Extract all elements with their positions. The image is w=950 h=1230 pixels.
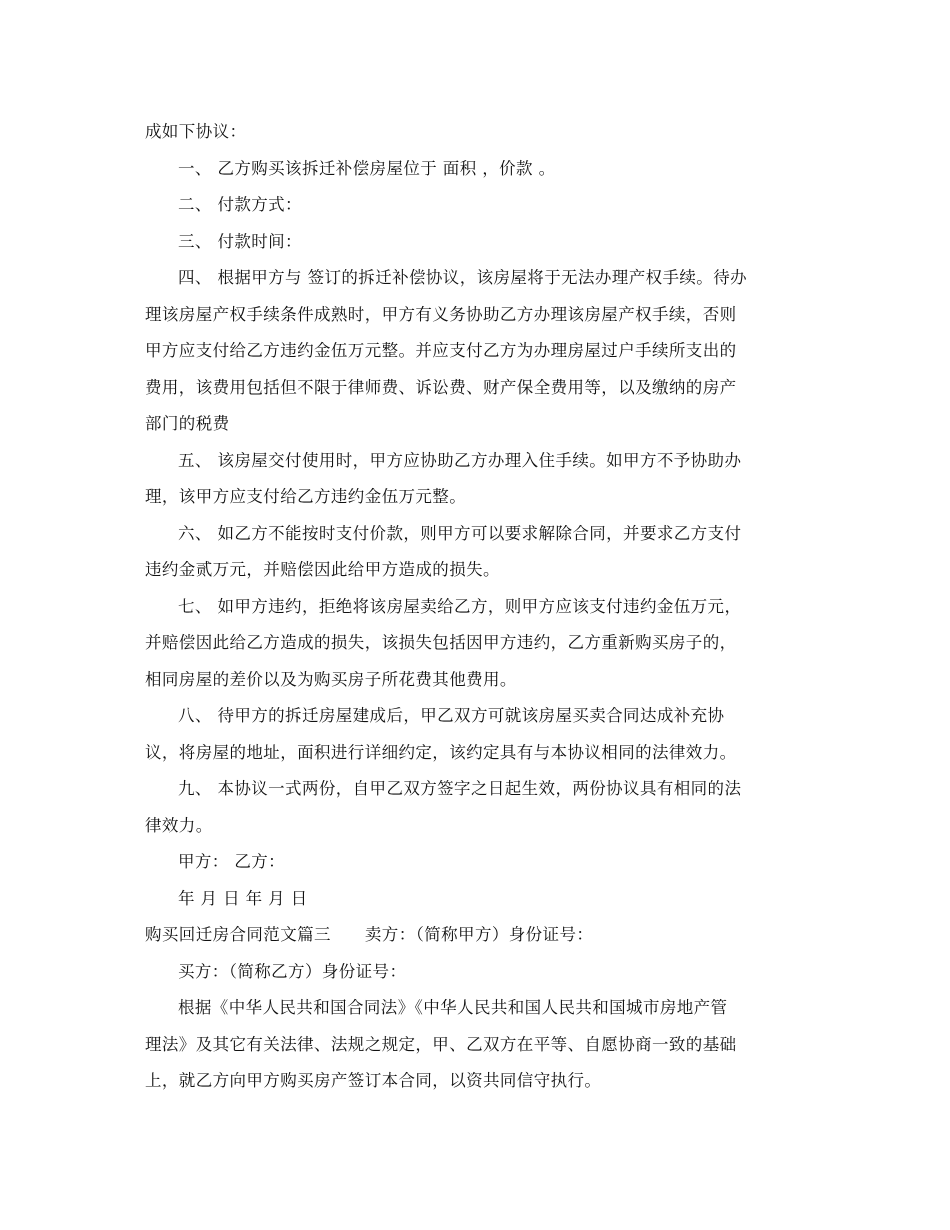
- text-line: 相同房屋的差价以及为购买房子所花费其他费用。: [145, 669, 517, 689]
- clause-5: 五、 该房屋交付使用时，甲方应协助乙方办理入住手续。如甲方不予协助办: [178, 450, 742, 470]
- section-title: 购买回迁房合同范文篇三: [145, 925, 331, 944]
- clause-1: 一、 乙方购买该拆迁补偿房屋位于 面积 ，价款 。: [178, 158, 556, 178]
- text-line: 议，将房屋的地址，面积进行详细约定，该约定具有与本协议相同的法律效力。: [145, 742, 737, 762]
- text-line: 理法》及其它有关法律、法规之规定，甲、乙双方在平等、自愿协商一致的基础: [145, 1034, 737, 1054]
- text-line: 违约金贰万元，并赔偿因此给甲方造成的损失。: [145, 560, 500, 579]
- clause-3: 三、 付款时间：: [178, 231, 302, 251]
- clause-6: 六、 如乙方不能按时支付价款，则甲方可以要求解除合同，并要求乙方支付: [178, 523, 742, 543]
- clause-4: 四、 根据甲方与 签订的拆迁补偿协议，该房屋将于无法办理产权手续。待办: [178, 268, 747, 287]
- text-line: 成如下协议：: [145, 122, 247, 141]
- buyer-line: 买方：（简称乙方）身份证号：: [178, 961, 407, 981]
- document-page: [145, 114, 805, 1100]
- clause-8: 八、 待甲方的拆迁房屋建成后，甲乙双方可就该房屋买卖合同达成补充协: [178, 706, 725, 725]
- text-line: 并赔偿因此给乙方造成的损失，该损失包括因甲方违约，乙方重新购买房子的，: [145, 633, 737, 652]
- clause-7: 七、 如甲方违约，拒绝将该房屋卖给乙方，则甲方应该支付违约金伍万元，: [178, 596, 742, 616]
- text-line: 律效力。: [145, 815, 213, 835]
- text-line: 上，就乙方向甲方购买房产签订本合同，以资共同信守执行。: [145, 1071, 602, 1090]
- signature-parties: 甲方： 乙方：: [178, 852, 286, 871]
- text-line: 部门的税费: [145, 414, 230, 433]
- text-line: 理该房屋产权手续条件成熟时，甲方有义务协助乙方办理该房屋产权手续，否则: [145, 304, 737, 324]
- clause-2: 二、 付款方式：: [178, 195, 302, 214]
- signature-dates: 年 月 日 年 月 日: [178, 888, 308, 908]
- section-heading-line: [145, 917, 805, 954]
- text-line: 费用，该费用包括但不限于律师费、诉讼费、财产保全费用等，以及缴纳的房产: [145, 377, 737, 397]
- clause-9: 九、 本协议一式两份，自甲乙双方签字之日起生效，两份协议具有相同的法: [178, 779, 742, 798]
- text-line: 理，该甲方应支付给乙方违约金伍万元整。: [145, 487, 467, 506]
- seller-line: 卖方：（简称甲方）身份证号：: [364, 925, 594, 944]
- text-line: 甲方应支付给乙方违约金伍万元整。并应支付乙方为办理房屋过户手续所支出的: [145, 341, 737, 360]
- closing-paragraph: 根据《中华人民共和国合同法》《中华人民共和国人民共和国城市房地产管: [178, 998, 728, 1017]
